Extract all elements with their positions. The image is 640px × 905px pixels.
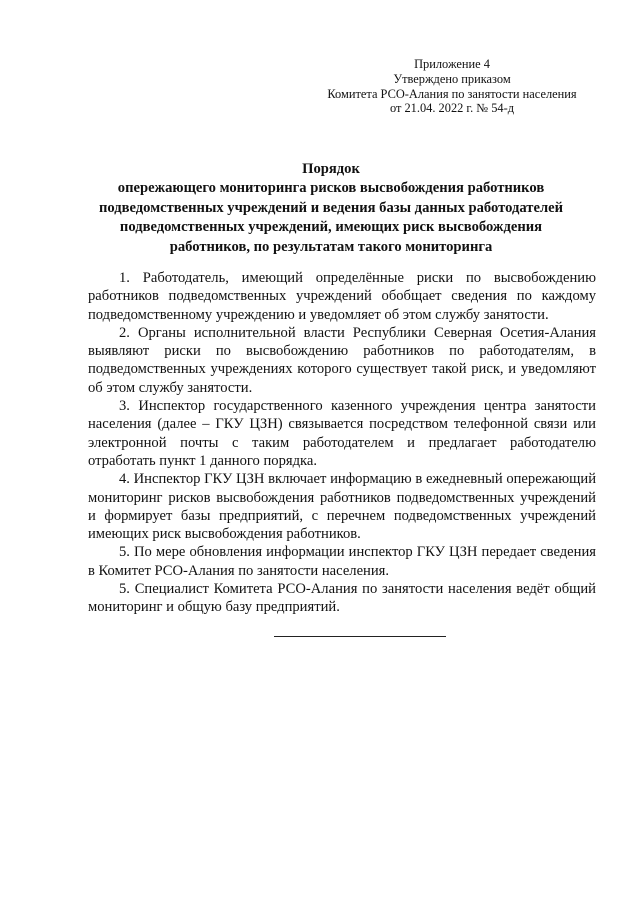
approved-label: Утверждено приказом xyxy=(393,71,511,86)
paragraph-5: 5. По мере обновления информации инспектор ГКУ ЦЗН передает сведения в Комитет РСО-Алания по занятости населения. xyxy=(88,544,596,579)
document-body xyxy=(88,269,596,617)
paragraph-2: 2. Органы исполнительной власти Республики Северная Осетия-Алания выявляют риски по высвобождению работников по работодателям, в подведомственных учреждениях которого существует такой риск, и уведомляют об этом службу занятости. xyxy=(88,324,596,396)
appendix-label: Приложение 4 xyxy=(414,57,490,71)
paragraph-6: 5. Специалист Комитета РСО-Алания по занятости населения ведёт общий мониторинг и общую базу предприятий. xyxy=(88,581,596,616)
closing-divider xyxy=(274,636,446,637)
paragraph-1: 1. Работодатель, имеющий определённые риски по высвобождению работников подведомственных учреждений обобщает сведения по каждому подведомственному учреждению и уведомляет об этом службу занятости. xyxy=(88,270,596,323)
title-line: работников, по результатам такого мониторинга xyxy=(169,238,493,255)
order-reference: от 21.04. 2022 г. № 54-д xyxy=(389,101,515,116)
title-line: подведомственных учреждений и ведения базы данных работодателей xyxy=(98,199,564,216)
title-line: Порядок xyxy=(302,161,360,177)
paragraph-4: 4. Инспектор ГКУ ЦЗН включает информацию в ежедневный опережающий мониторинг рисков высвобождения работников подведомственных учреждений и формирует базы предприятий, с перечнем подведомственных учреждений имеющих риск высвобождения работников. xyxy=(88,471,596,543)
committee-label: Комитета РСО-Алания по занятости населения xyxy=(327,86,577,101)
title-line: опережающего мониторинга рисков высвобождения работников xyxy=(117,180,545,197)
document-title xyxy=(78,160,584,257)
title-line: подведомственных учреждений, имеющих риск высвобождения xyxy=(119,219,543,236)
approval-block xyxy=(318,57,586,116)
paragraph-3: 3. Инспектор государственного казенного учреждения центра занятости населения (далее – ГКУ ЦЗН) связывается посредством телефонной связи или электронной почты с таким работодателем и предлагает работодателю отработать пункт 1 данного порядка. xyxy=(88,398,596,469)
